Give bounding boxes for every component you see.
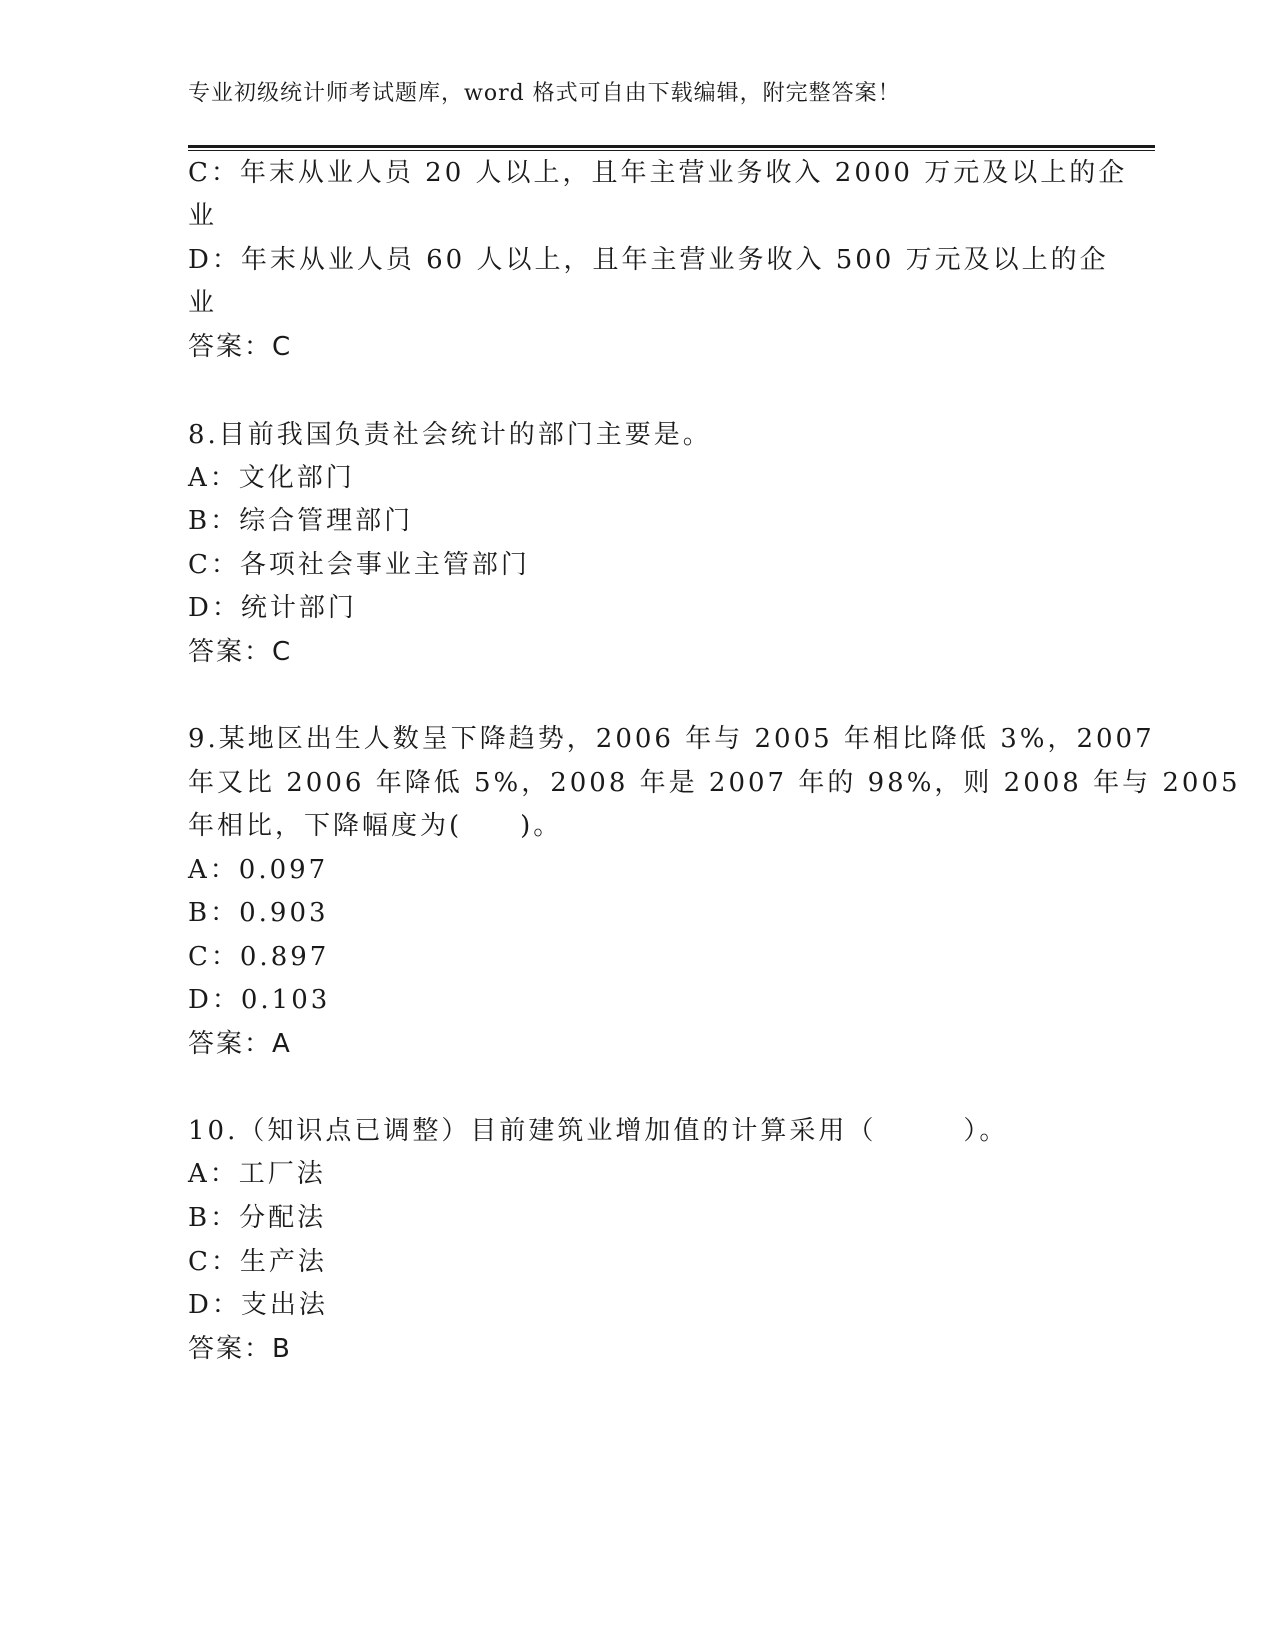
q8-answer: 答案：C [188, 637, 293, 667]
q8-option-c: C：各项社会事业主管部门 [188, 550, 530, 580]
q10-stem: 10.（知识点已调整）目前建筑业增加值的计算采用（ ）。 [188, 1116, 1009, 1146]
q7-option-c-line1: C：年末从业人员 20 人以上，且年主营业务收入 2000 万元及以上的企 [188, 158, 1128, 188]
header-divider [188, 145, 1155, 151]
q10-option-a: A：工厂法 [188, 1159, 326, 1189]
q9-option-d: D：0.103 [188, 985, 331, 1015]
q10-option-d: D：支出法 [188, 1290, 328, 1320]
q9-option-b: B：0.903 [188, 898, 329, 928]
q9-option-a: A：0.097 [188, 855, 329, 885]
q9-stem-line3: 年相比，下降幅度为( )。 [188, 811, 563, 841]
q8-stem: 8.目前我国负责社会统计的部门主要是。 [188, 420, 712, 450]
q10-option-c: C：生产法 [188, 1247, 327, 1277]
page-header: 专业初级统计师考试题库，word 格式可自由下载编辑，附完整答案！ [188, 81, 901, 106]
q10-answer: 答案：B [188, 1334, 292, 1364]
q9-answer: 答案：A [188, 1029, 292, 1059]
q8-option-b: B：综合管理部门 [188, 506, 414, 536]
q9-option-c: C：0.897 [188, 942, 330, 972]
q7-option-c-line2: 业 [188, 201, 218, 231]
q9-stem-line1: 9.某地区出生人数呈下降趋势，2006 年与 2005 年相比降低 3%，2007 [188, 724, 1155, 754]
q10-option-b: B：分配法 [188, 1203, 327, 1233]
q9-stem-line2: 年又比 2006 年降低 5%，2008 年是 2007 年的 98%，则 2008 年与 2005 [188, 768, 1241, 798]
q7-answer: 答案：C [188, 332, 293, 362]
q7-option-d-line2: 业 [188, 288, 218, 318]
q8-option-d: D：统计部门 [188, 593, 357, 623]
q8-option-a: A：文化部门 [188, 463, 355, 493]
q7-option-d-line1: D：年末从业人员 60 人以上，且年主营业务收入 500 万元及以上的企 [188, 245, 1109, 275]
